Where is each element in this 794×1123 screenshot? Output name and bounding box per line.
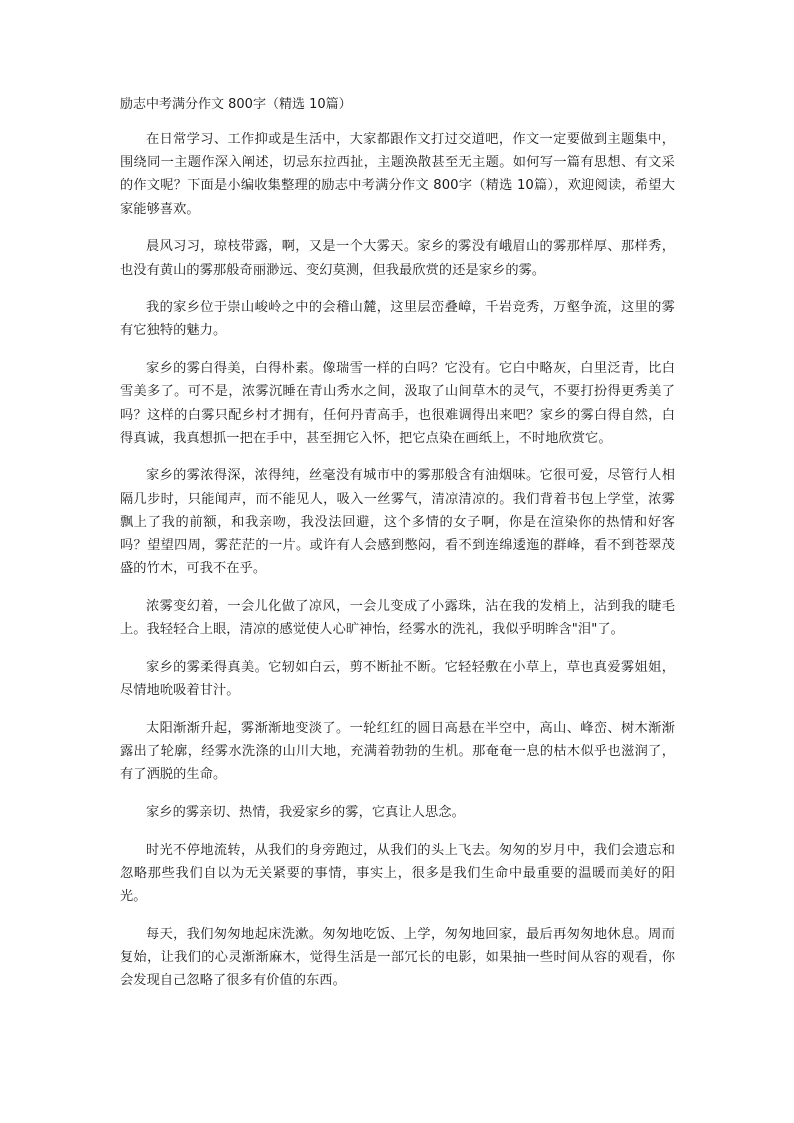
paragraph: 家乡的雾浓得深，浓得纯，丝毫没有城市中的雾那般含有油烟味。它很可爱，尽管行人相隔几步时，只能闻声，而不能见人，吸入一丝雾气，清凉清凉的。我们背着书包上学堂，浓雾飘上了我的前额，和我亲吻，我没法回避，这个多情的女子啊，你是在渲染你的热情和好客吗？望望四周，雾茫茫的一片。或许有人会感到憋闷，看不到连绵逶迤的群峰，看不到苍翠茂盛的竹木，可我不在乎。 (120, 468, 675, 577)
paragraph: 我的家乡位于崇山峻岭之中的会稽山麓，这里层峦叠嶂，千岩竞秀，万壑争流，这里的雾有它独特的魅力。 (120, 300, 675, 339)
paragraph-intro: 在日常学习、工作抑或是生活中，大家都跟作文打过交道吧，作文一定要做到主题集中，围绕同一主题作深入阐述，切忌东拉西扯，主题涣散甚至无主题。如何写一篇有思想、有文采的作文呢？下面是小编收集整理的励志中考满分作文 800字（精选 10篇），欢迎阅读，希望大家能够喜欢。 (120, 132, 675, 217)
paragraph: 家乡的雾柔得真美。它轫如白云，剪不断扯不断。它轻轻敷在小草上，草也真爱雾姐姐，尽情地吮吸着甘汁。 (120, 659, 675, 699)
paragraph: 浓雾变幻着，一会儿化做了凉风，一会儿变成了小露珠，沾在我的发梢上，沾到我的睫毛上。我轻轻合上眼，清凉的感觉使人心旷神怡，经雾水的洗礼，我似乎明眸含"泪"了。 (120, 598, 675, 638)
paragraph: 每天，我们匆匆地起床洗漱。匆匆地吃饭、上学，匆匆地回家，最后再匆匆地休息。周而复始，让我们的心灵渐渐麻木，觉得生活是一部冗长的电影，如果抽一些时间从容的观看，你会发现自己忽略了很多有价值的东西。 (120, 926, 675, 989)
paragraph: 家乡的雾亲切、热情，我爱家乡的雾，它真让人思念。 (146, 804, 465, 820)
document-title: 励志中考满分作文 800字（精选 10篇） (120, 97, 352, 112)
paragraph: 家乡的雾白得美，白得朴素。像瑞雪一样的白吗？它没有。它白中略灰，白里泛青，比白雪美多了。可不是，浓雾沉睡在青山秀水之间，汲取了山间草木的灵气，不要打扮得更秀美了吗？这样的白雾只配乡村才拥有，任何丹青高手，也很难调得出来吧？家乡的雾白得自然，白得真诚，我真想抓一把在手中，甚至拥它入怀，把它点染在画纸上，不时地欣赏它。 (120, 361, 675, 446)
document-page (120, 93, 675, 1007)
paragraph: 时光不停地流转，从我们的身旁跑过，从我们的头上飞去。匆匆的岁月中，我们会遗忘和忽略那些我们自以为无关紧要的事情，事实上，很多是我们生命中最重要的温暖而美好的阳光。 (120, 842, 675, 904)
paragraph: 太阳渐渐升起，雾渐渐地变淡了。一轮红红的圆日高悬在半空中，高山、峰峦、树木渐渐露出了轮廓，经雾水洗涤的山川大地，充满着勃勃的生机。那奄奄一息的枯木似乎也滋润了，有了洒脱的生命。 (120, 720, 675, 783)
paragraph: 晨风习习，琼枝带露，啊，又是一个大雾天。家乡的雾没有峨眉山的雾那样厚、那样秀，也没有黄山的雾那般奇丽渺远、变幻莫测，但我最欣赏的还是家乡的雾。 (120, 239, 675, 278)
